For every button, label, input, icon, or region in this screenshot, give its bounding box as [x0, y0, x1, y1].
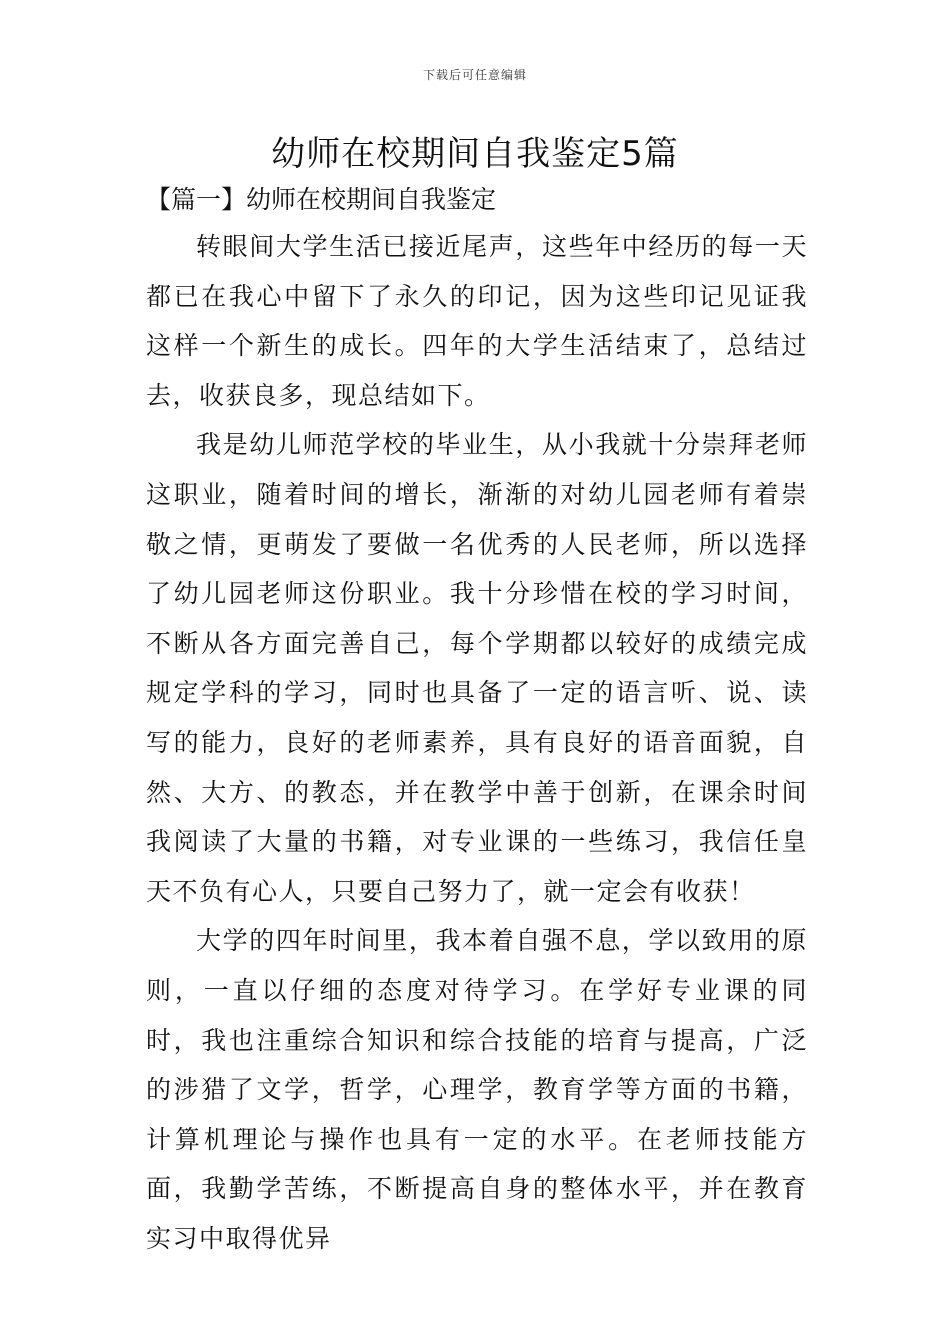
paragraph: 大学的四年时间里，我本着自强不息，学以致用的原则，一直以仔细的态度对待学习。在学好专业课的同时，我也注重综合知识和综合技能的培育与提高，广泛的涉猎了文学，哲学，心理学，教育学等方面的书籍，计算机理论与操作也具有一定的水平。在老师技能方面，我勤学苦练，不断提高自身的整体水平，并在教育实习中取得优异 — [146, 926, 808, 1253]
section-heading: 【篇一】幼师在校期间自我鉴定 — [146, 185, 497, 214]
paragraph: 我是幼儿师范学校的毕业生，从小我就十分崇拜老师这职业，随着时间的增长，渐渐的对幼儿园老师有着崇敬之情，更萌发了要做一名优秀的人民老师，所以选择了幼儿园老师这份职业。我十分珍惜在校的学习时间，不断从各方面完善自己，每个学期都以较好的成绩完成规定学科的学习，同时也具备了一定的语言听、说、读写的能力，良好的老师素养，具有良好的语音面貌，自然、大方、的教态，并在教学中善于创新，在课余时间我阅读了大量的书籍，对专业课的一些练习，我信任皇天不负有心人，只要自己努力了，就一定会有收获！ — [146, 430, 808, 906]
paragraph: 转眼间大学生活已接近尾声，这些年中经历的每一天都已在我心中留下了永久的印记，因为这些印记见证我这样一个新生的成长。四年的大学生活结束了，总结过去，收获良多，现总结如下。 — [146, 232, 808, 410]
header-note: 下载后可任意编辑 — [422, 68, 527, 82]
document-title: 幼师在校期间自我鉴定5篇 — [271, 134, 679, 174]
document-body — [146, 222, 808, 1263]
